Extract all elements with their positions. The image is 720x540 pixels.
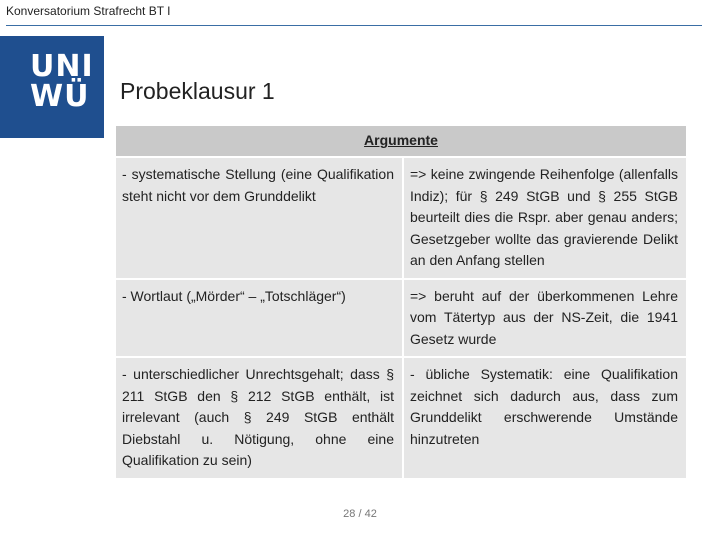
table-row (116, 358, 686, 478)
logo-line-2: WÜ (30, 79, 90, 114)
header-divider (6, 25, 702, 26)
table-heading: Argumente (116, 126, 686, 156)
logo-side-bar (0, 36, 22, 138)
table-header-row (116, 126, 686, 156)
course-title: Konversatorium Strafrecht BT I (6, 4, 171, 18)
table-row (116, 158, 686, 278)
logo-text (30, 49, 94, 114)
table-row (116, 280, 686, 357)
university-logo (22, 36, 104, 138)
counterargument-cell: - übliche Systematik: eine Qualifikation zeichnet sich dadurch aus, dass zum Grunddelikt erschwerende Umstände hinzutreten (404, 358, 686, 478)
logo-line-1: UNI (30, 49, 94, 84)
slide-title: Probeklausur 1 (120, 78, 275, 104)
argument-cell: - systematische Stellung (eine Qualifikation steht nicht vor dem Grunddelikt (116, 158, 402, 278)
counterargument-cell: => keine zwingende Reihenfolge (allenfalls Indiz); für § 249 StGB und § 255 StGB beurteilt dies die Rspr. aber genau anders; Gesetzgeber wollte das gravierende Delikt an den Anfang stellen (404, 158, 686, 278)
counterargument-cell: => beruht auf der überkommenen Lehre vom Tätertyp aus der NS-Zeit, die 1941 Gesetz wurde (404, 280, 686, 357)
page-number: 28 / 42 (343, 508, 377, 520)
arguments-table (114, 124, 688, 480)
argument-cell: - Wortlaut („Mörder“ – „Totschläger“) (116, 280, 402, 357)
argument-cell: - unterschiedlicher Unrechtsgehalt; dass § 211 StGB den § 212 StGB enthält, ist irrelevant (auch § 249 StGB enthält Diebstahl u. Nötigung, ohne eine Qualifikation zu sein) (116, 358, 402, 478)
